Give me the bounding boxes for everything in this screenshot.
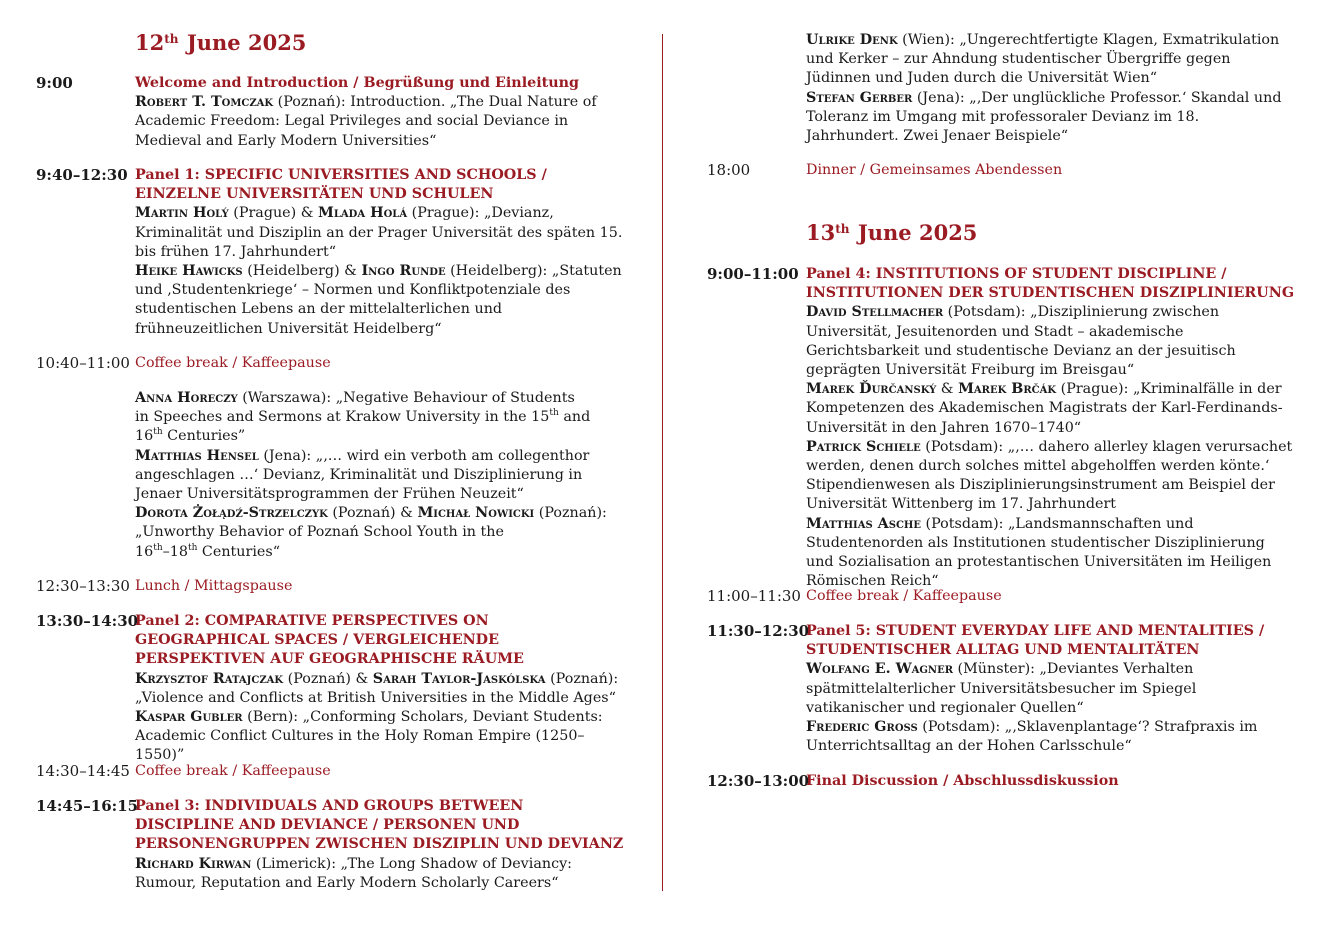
session-title: Welcome and Introduction / Begrüßung und Einleitung [135, 75, 580, 91]
speaker-name: Ulrike Denk [806, 32, 898, 48]
session-panel-3-continued [806, 31, 1296, 146]
session-time: 14:45–16:15 [36, 797, 139, 815]
speaker-name: Anna Horeczy [135, 390, 238, 406]
speaker-name: Stefan Gerber [806, 89, 913, 106]
speaker-name: Michał Nowicki [417, 505, 535, 522]
speaker-name: Heike Hawicks [135, 263, 243, 280]
break-label: Lunch / Mittagspause [135, 578, 293, 594]
break-label: Dinner / Gemeinsames Abendessen [806, 162, 1063, 178]
session-time: 11:00–11:30 [707, 587, 801, 605]
session-title: Panel 5: STUDENT EVERYDAY LIFE AND MENTALITIES / STUDENTISCHER ALLTAG UND MENTALITÄTEN [806, 623, 1265, 659]
session-lunch [135, 577, 625, 596]
session-panel-3 [135, 797, 625, 893]
session-coffee-break [135, 762, 625, 781]
speaker-name: Wolfang E. Wagner [806, 661, 954, 678]
speaker-name: Ingo Runde [361, 263, 446, 280]
speaker-name: Krzysztof Ratajczak [135, 670, 284, 687]
speaker-name: Dorota Żołądź-Strzelczyk [135, 505, 328, 522]
talk: Richard Kirwan (Limerick): „The Long Shadow of Deviancy: Rumour, Reputation and Early Modern Scholarly Careers“ [135, 855, 572, 891]
talk: Robert T. Tomczak (Poznań): Introduction. „The Dual Nature of Academic Freedom: Legal Privileges and social Deviance in Medieval and Early Modern Universities“ [135, 94, 597, 149]
talk: David Stellmacher (Potsdam): „Disziplinierung zwischen Universität, Jesuitenorden und Stadt – akademische Gerichtsbarkeit und studentische Devianz an der jesuitisch geprägten Universität Freiburg im Breisgau“ [806, 304, 1236, 379]
session-time: 9:00 [36, 74, 73, 92]
session-time: 12:30–13:30 [36, 577, 130, 595]
talk: Heike Hawicks (Heidelberg) & Ingo Runde (Heidelberg): „Statuten und ‚Studentenkriege‘ – Normen und Konfliktpotenziale des studentischen Lebens an der mittelalterlichen und frühneuzeitlichen Universität Heidelberg“ [135, 263, 622, 337]
talk: Matthias Hensel (Jena): „‚… wird ein verboth am collegenthor angeschlagen …‘ Devianz, Kriminalität und Disziplinierung in Jenaer Universitätsprogrammen der Frühen Neuzeit“ [135, 447, 590, 503]
talk: Martin Holý (Prague) & Mlada Holá (Prague): „Devianz, Kriminalität und Disziplin an der Prager Universität des späten 15. bis frühen 17. Jahrhundert“ [135, 205, 623, 260]
talk: Stefan Gerber (Jena): „‚Der unglückliche Professor.‘ Skandal und Toleranz im Umgang mit professoraler Devianz im 18. Jahrhundert. Zwei Jenaer Beispiele“ [806, 89, 1282, 145]
break-label: Coffee break / Kaffeepause [135, 763, 331, 779]
break-label: Coffee break / Kaffeepause [806, 588, 1002, 604]
session-welcome [135, 74, 625, 151]
session-dinner [806, 161, 1296, 180]
talk: Matthias Asche (Potsdam): „Landsmannschaften und Studentenorden als Institutionen studentischer Disziplinierung und Sozialisation an protestantischen Universitäten im Heiligen Römischen Reich“ [806, 515, 1272, 590]
talk: Ulrike Denk (Wien): „Ungerechtfertigte Klagen, Exmatrikulation und Kerker – zur Ahndung studentischer Übergriffe gegen Jüdinnen und Juden durch die Universität Wien“ [806, 32, 1280, 87]
speaker-name: Richard Kirwan [135, 855, 252, 872]
day-1-heading: 12th June 2025 [135, 30, 307, 55]
talk: Krzysztof Ratajczak (Poznań) & Sarah Taylor-Jaskólska (Poznań): „Violence and Conflicts at British Universities in the Middle Ages“ [135, 670, 619, 706]
talk: Frederic Gross (Potsdam): „‚Sklavenplantage‘? Strafpraxis im Unterrichtsalltag an der Hohen Carlsschule“ [806, 719, 1258, 755]
speaker-name: Martin Holý [135, 205, 229, 222]
session-time: 18:00 [707, 161, 751, 179]
speaker-name: Robert T. Tomczak [135, 94, 274, 111]
session-coffee-break [806, 587, 1296, 606]
speaker-name: David Stellmacher [806, 304, 944, 321]
session-title: Panel 4: INSTITUTIONS OF STUDENT DISCIPLINE / INSTITUTIONEN DER STUDENTISCHEN DISZIPLINIERUNG [806, 266, 1295, 302]
talk: Kaspar Gubler (Bern): „Conforming Scholars, Deviant Students: Academic Conflict Cultures in the Holy Roman Empire (1250–1550)” [135, 709, 603, 764]
session-time: 13:30–14:30 [36, 612, 139, 630]
day-2-heading: 13th June 2025 [806, 220, 978, 245]
talk: Marek Ďurčanský & Marek Brčák (Prague): „Kriminalfälle in der Kompetenzen des Akademischen Magistrats der Karl-Ferdinands-Universität in den Jahren 1670–1740“ [806, 381, 1283, 436]
session-time: 11:30–12:30 [707, 622, 810, 640]
speaker-name: Matthias Asche [806, 515, 921, 532]
talk: Anna Horeczy (Warszawa): „Negative Behaviour of Students in Speeches and Sermons at Krakow University in the 15th and 16th Centuries” [135, 390, 591, 445]
session-title: Panel 2: COMPARATIVE PERSPECTIVES ON GEOGRAPHICAL SPACES / VERGLEICHENDE PERSPEKTIVEN AUF GEOGRAPHISCHE RÄUME [135, 613, 524, 668]
session-panel-4 [806, 265, 1296, 591]
speaker-name: Kaspar Gubler [135, 709, 243, 726]
speaker-name: Frederic Gross [806, 719, 918, 736]
session-title: Panel 1: SPECIFIC UNIVERSITIES AND SCHOOLS / EINZELNE UNIVERSITÄTEN UND SCHULEN [135, 167, 547, 203]
session-time: 12:30–13:00 [707, 772, 810, 790]
session-final-discussion [806, 772, 1296, 791]
session-panel-1-continued [135, 389, 625, 562]
talk: Wolfang E. Wagner (Münster): „Deviantes Verhalten spätmittelalterlicher Universitätsbesucher im Spiegel vatikanischer und regionaler Quellen“ [806, 661, 1197, 716]
session-panel-5 [806, 622, 1296, 756]
speaker-name: Patrick Schiele [806, 438, 921, 455]
session-coffee-break [135, 354, 625, 373]
column-divider [662, 34, 663, 891]
session-title: Final Discussion / Abschlussdiskussion [806, 773, 1119, 789]
talk: Dorota Żołądź-Strzelczyk (Poznań) & Michał Nowicki (Poznań): „Unworthy Behavior of Poznań School Youth in the 16th–18th Centuries“ [135, 505, 607, 560]
session-time: 9:40–12:30 [36, 166, 128, 184]
speaker-name: Marek Ďurčanský [806, 381, 937, 398]
speaker-name: Matthias Hensel [135, 447, 259, 464]
talk: Patrick Schiele (Potsdam): „‚… dahero allerley klagen verursachet werden, denen durch solches mittel abgeholffen werden könte.‘ Stipendienwesen als Disziplinierungsinstrument am Beispiel der Universität Wittenberg im 17. Jahrhundert [806, 438, 1293, 513]
session-time: 10:40–11:00 [36, 354, 130, 372]
speaker-name: Marek Brčák [958, 381, 1057, 398]
speaker-name: Mlada Holá [318, 205, 408, 222]
session-time: 9:00–11:00 [707, 265, 799, 283]
session-panel-2 [135, 612, 625, 766]
break-label: Coffee break / Kaffeepause [135, 355, 331, 371]
session-time: 14:30–14:45 [36, 762, 130, 780]
session-title: Panel 3: INDIVIDUALS AND GROUPS BETWEEN DISCIPLINE AND DEVIANCE / PERSONEN UND PERSONENGRUPPEN ZWISCHEN DISZIPLIN UND DEVIANZ [135, 798, 624, 853]
speaker-name: Sarah Taylor-Jaskólska [372, 670, 546, 687]
session-panel-1 [135, 166, 625, 339]
